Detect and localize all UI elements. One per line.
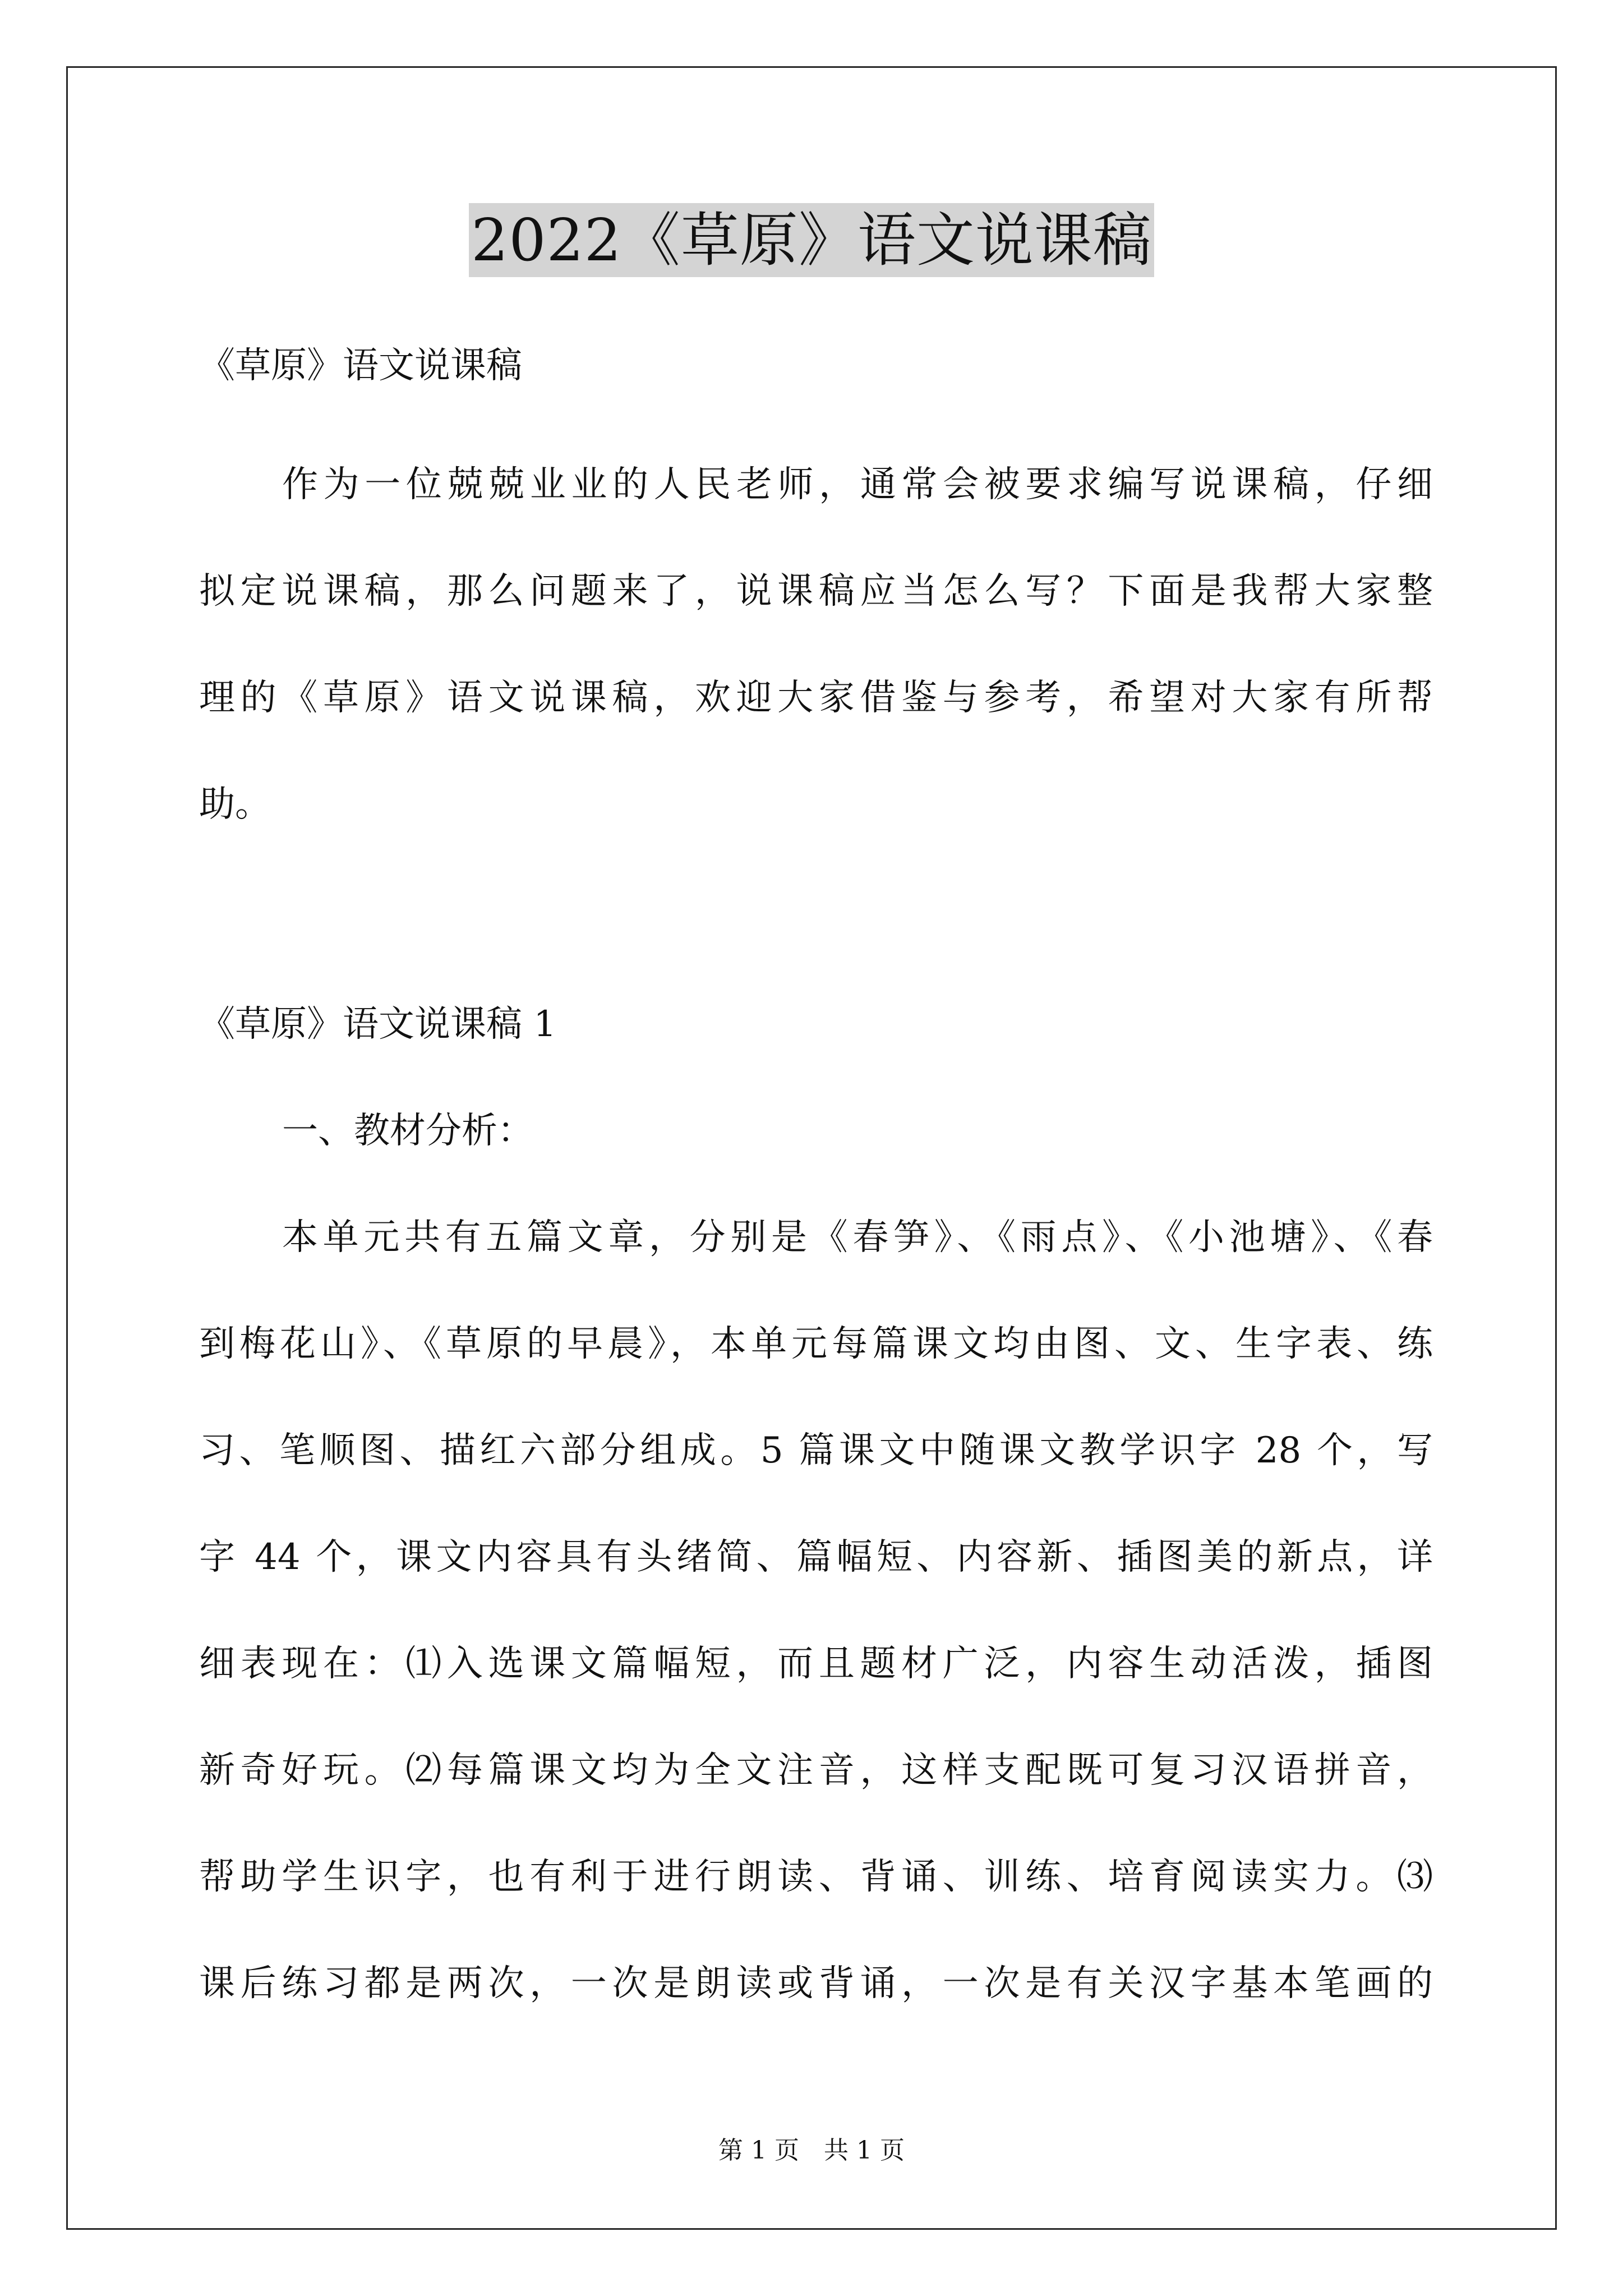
- section-heading: 《草原》语文说课稿 1: [199, 1004, 557, 1045]
- page-footer: 第 1 页 共 1 页: [718, 2136, 905, 2165]
- subsection-heading: 一、教材分析：: [282, 1110, 533, 1152]
- title-container: [0, 203, 1623, 277]
- paragraph-line: 习、笔顺图、描红六部分组成。5 篇课文中随课文教学识字 28 个，写: [199, 1430, 1433, 1471]
- document-title: 2022《草原》语文说课稿: [469, 203, 1154, 277]
- paragraph-line: 作为一位兢兢业业的人民老师，通常会被要求编写说课稿，仔细: [282, 464, 1433, 505]
- paragraph-line: 本单元共有五篇文章，分别是《春笋》、《雨点》、《小池塘》、《春: [282, 1217, 1433, 1258]
- paragraph-line: 帮助学生识字，也有利于进行朗读、背诵、训练、培育阅读实力。⑶: [199, 1856, 1433, 1898]
- paragraph-line: 课后练习都是两次，一次是朗读或背诵，一次是有关汉字基本笔画的: [199, 1963, 1433, 2004]
- paragraph-line: 到梅花山》、《草原的早晨》，本单元每篇课文均由图、文、生字表、练: [199, 1323, 1433, 1365]
- paragraph-line: 细表现在：⑴入选课文篇幅短，而且题材广泛，内容生动活泼，插图: [199, 1643, 1433, 1685]
- paragraph-line: 拟定说课稿，那么问题来了，说课稿应当怎么写？下面是我帮大家整: [199, 570, 1433, 612]
- subtitle-line: 《草原》语文说课稿: [199, 345, 522, 386]
- paragraph-line: 新奇好玩。⑵每篇课文均为全文注音，这样支配既可复习汉语拼音，: [199, 1750, 1433, 1791]
- paragraph-line: 助。: [199, 784, 271, 825]
- paragraph-line: 理的《草原》语文说课稿，欢迎大家借鉴与参考，希望对大家有所帮: [199, 677, 1433, 719]
- paragraph-line: 字 44 个，课文内容具有头绪简、篇幅短、内容新、插图美的新点，详: [199, 1536, 1433, 1578]
